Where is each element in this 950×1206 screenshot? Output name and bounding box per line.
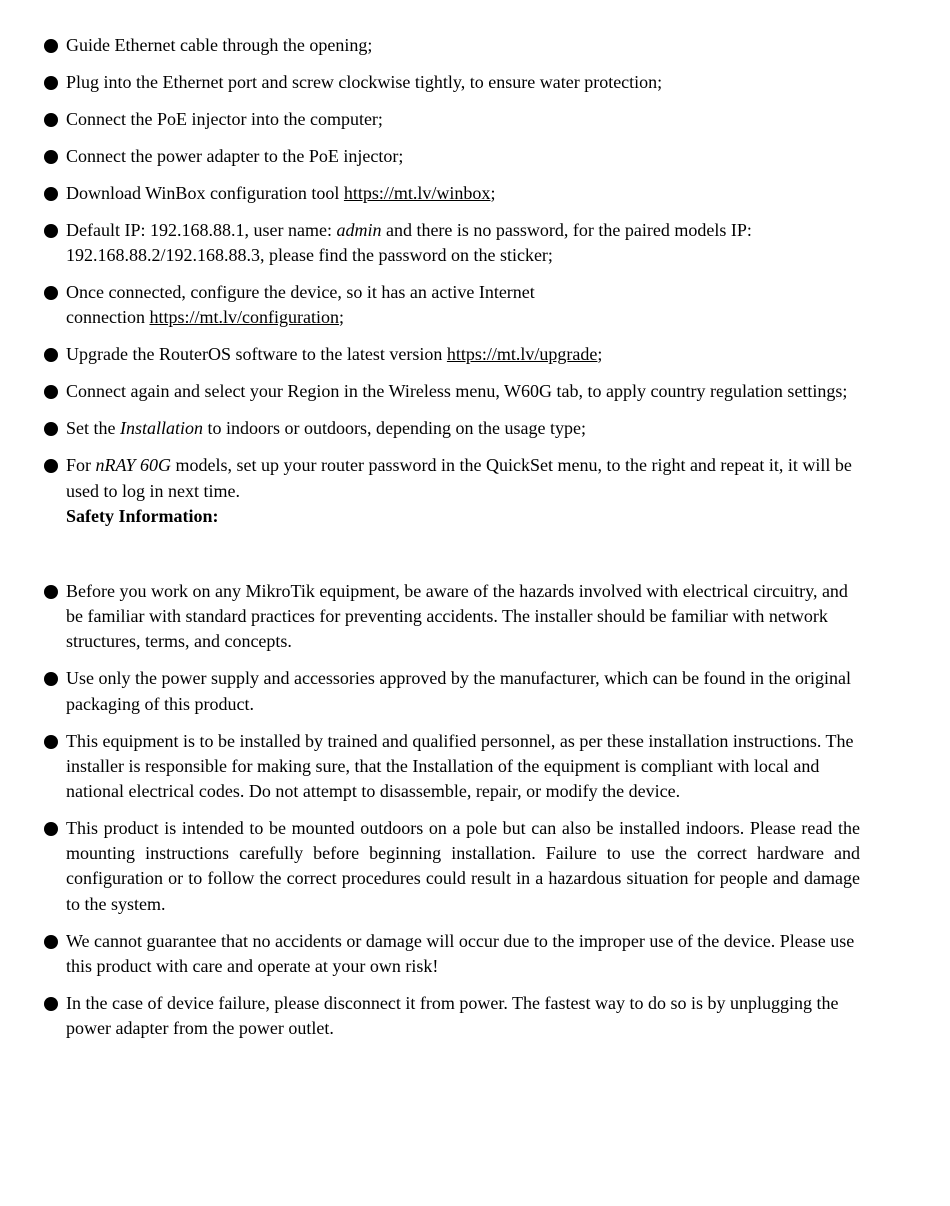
safety-information-list — [44, 579, 860, 1053]
list-item — [44, 416, 860, 441]
list-item — [44, 929, 860, 979]
step-text-line2: connection — [66, 307, 150, 328]
bullet-icon — [44, 997, 58, 1011]
step-text: Plug into the Ethernet port and screw clockwise tightly, to ensure water protection; — [66, 72, 663, 92]
username-text: admin — [336, 220, 382, 240]
bullet-icon — [44, 822, 58, 836]
step-text-end: models, set up your router password in the QuickSet menu, to the right and repeat it, it will be used to log in next time. — [66, 455, 852, 501]
bullet-icon — [44, 935, 58, 949]
list-item — [44, 729, 860, 805]
model-name: nRAY 60G — [95, 455, 172, 476]
step-text: Connect the power adapter to the PoE injector; — [66, 146, 404, 166]
safety-text: In the case of device failure, please disconnect it from power. The fastest way to do so is by unplugging the power adapter from the power outlet. — [66, 992, 839, 1039]
step-text: Set the — [66, 418, 120, 439]
step-text-end: and there is no password, for the paired models IP: 192.168.88.2/192.168.88.3, please find the password on the sticker; — [66, 220, 752, 266]
bullet-icon — [44, 385, 58, 399]
safety-text: We cannot guarantee that no accidents or damage will occur due to the improper use of the device. Please use this product with care and operate at your own risk! — [66, 930, 855, 976]
step-text: Connect again and select your Region in the Wireless menu, W60G tab, to apply country regulation settings; — [66, 381, 848, 402]
step-text-end: ; — [490, 183, 496, 203]
step-text-end: ; — [338, 307, 344, 328]
bullet-icon — [44, 39, 58, 53]
upgrade-link[interactable]: https://mt.lv/upgrade — [446, 344, 598, 365]
safety-text: This product is intended to be mounted outdoors on a pole but can also be installed indoors. Please read the mounting instructions carefully before beginning installation. Failure to use the correct hardware and configuration or to follow the correct procedures could result in a hazardous situation for people and damage to the system. — [66, 818, 860, 914]
list-item — [44, 816, 860, 917]
step-text: Default IP: 192.168.88.1, user name: — [66, 220, 337, 240]
list-item — [44, 70, 860, 95]
list-item — [44, 991, 860, 1041]
list-item — [44, 379, 860, 404]
list-item — [44, 218, 860, 268]
list-item — [44, 107, 860, 132]
safety-text: Before you work on any MikroTik equipment, be aware of the hazards involved with electrical circuitry, and be familiar with standard practices for preventing accidents. The installer should be familiar with network structures, terms, and concepts. — [66, 581, 848, 652]
bullet-icon — [44, 422, 58, 436]
step-text-end: to indoors or outdoors, depending on the usage type; — [203, 418, 586, 439]
bullet-icon — [44, 459, 58, 473]
step-text-end: ; — [597, 344, 603, 365]
bullet-icon — [44, 113, 58, 127]
safety-heading: Safety Information: — [66, 505, 219, 526]
step-text: Connect the PoE injector into the computer; — [66, 109, 383, 129]
bullet-icon — [44, 585, 58, 599]
step-text: Once connected, configure the device, so it has an active Internet — [66, 282, 535, 303]
list-item — [44, 579, 860, 655]
step-text: For — [66, 455, 96, 476]
bullet-icon — [44, 286, 58, 300]
safety-text: This equipment is to be installed by trained and qualified personnel, as per these installation instructions. The installer is responsible for making sure, that the Installation of the equipment is compliant with local and national electrical codes. Do not attempt to disassemble, repair, or modify the device. — [66, 730, 854, 802]
list-item — [44, 342, 860, 367]
list-item — [44, 144, 860, 169]
list-item — [44, 33, 860, 58]
bullet-icon — [44, 187, 58, 201]
step-text: Guide Ethernet cable through the opening; — [66, 35, 373, 55]
bullet-icon — [44, 76, 58, 90]
bullet-icon — [44, 150, 58, 164]
safety-text: Use only the power supply and accessories approved by the manufacturer, which can be found in the original packaging of this product. — [66, 668, 852, 714]
bullet-icon — [44, 735, 58, 749]
list-item — [44, 181, 860, 206]
step-text: Upgrade the RouterOS software to the latest version — [66, 344, 447, 365]
installation-steps-list — [44, 33, 860, 541]
list-item — [44, 453, 860, 529]
configuration-link[interactable]: https://mt.lv/configuration — [149, 307, 339, 328]
installation-term: Installation — [120, 418, 204, 439]
list-item — [44, 666, 860, 716]
list-item — [44, 280, 860, 330]
bullet-icon — [44, 224, 58, 238]
bullet-icon — [44, 672, 58, 686]
winbox-link[interactable]: https://mt.lv/winbox — [343, 183, 491, 203]
step-text: Download WinBox configuration tool — [66, 183, 344, 203]
bullet-icon — [44, 348, 58, 362]
